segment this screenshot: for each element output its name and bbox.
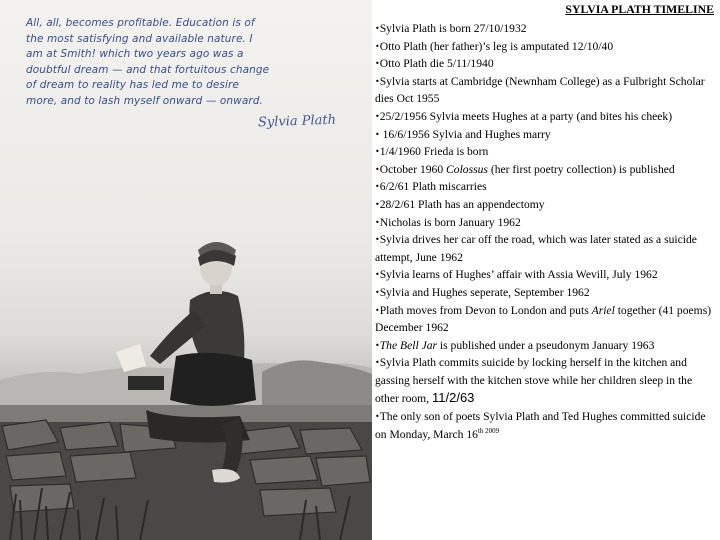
item-date: 11/2/63 xyxy=(432,390,475,406)
item-text: Sylvia and Hughes seperate, September 1962 xyxy=(379,285,590,299)
note-line: more, and to lash myself onward — onward. xyxy=(26,94,263,107)
item-text: is published under a pseudonym January 1963 xyxy=(437,338,655,352)
bullet-icon: • xyxy=(375,199,380,209)
bullet-icon: • xyxy=(375,24,380,33)
timeline-item xyxy=(375,354,717,408)
timeline-item xyxy=(375,231,717,266)
item-text: October 1960 xyxy=(379,162,447,176)
item-text: 16/6/1956 Sylvia and Hughes marry xyxy=(379,127,551,141)
bullet-icon: • xyxy=(375,41,380,51)
item-title-italic: The Bell Jar xyxy=(379,338,438,352)
timeline-item xyxy=(375,126,717,144)
timeline-item xyxy=(375,143,717,161)
timeline-item xyxy=(375,108,717,126)
item-title-italic: Colossus xyxy=(446,162,488,176)
bullet-icon: • xyxy=(375,59,380,69)
timeline-item xyxy=(375,196,717,214)
bullet-icon: • xyxy=(375,182,380,192)
timeline-item xyxy=(375,302,717,337)
timeline-item xyxy=(375,337,717,355)
bullet-icon: • xyxy=(375,305,380,315)
timeline-item xyxy=(375,408,717,443)
item-text: Sylvia Plath is born 27/10/1932 xyxy=(379,22,527,35)
item-text: The only son of poets Sylvia Plath and Ted Hughes committed suicide on Monday, March 16 xyxy=(375,410,706,441)
timeline-item xyxy=(375,20,717,38)
note-line: doubtful dream — and that fortuitous change xyxy=(26,63,270,76)
timeline-item xyxy=(375,214,717,232)
item-text: 28/2/61 Plath has an appendectomy xyxy=(379,197,545,211)
item-text: Sylvia learns of Hughes’ affair with Assia Wevill, July 1962 xyxy=(379,268,658,282)
timeline-item xyxy=(375,284,717,302)
item-text: Sylvia drives her car off the road, which was later stated as a suicide attempt, June 1962 xyxy=(375,233,697,264)
note-line: of dream to reality has led me to desire xyxy=(26,79,239,92)
item-text: together (41 poems) December 1962 xyxy=(375,303,712,335)
timeline-item xyxy=(375,178,717,196)
timeline-item xyxy=(375,266,717,284)
signature: Sylvia Plath xyxy=(257,112,337,131)
bullet-icon: • xyxy=(375,412,380,422)
timeline-item xyxy=(375,73,717,108)
item-text: Sylvia starts at Cambridge (Newnham College) as a Fulbright Scholar dies Oct 1955 xyxy=(375,74,705,106)
timeline-item xyxy=(375,38,717,56)
item-title-italic: Ariel xyxy=(591,303,615,317)
bullet-icon: • xyxy=(375,340,380,350)
bullet-icon: • xyxy=(375,111,380,121)
item-text: Nicholas is born January 1962 xyxy=(379,215,521,229)
timeline-panel xyxy=(375,2,717,443)
item-text: Otto Plath (her father)’s leg is amputated 12/10/40 xyxy=(379,39,614,53)
item-text: (her first poetry collection) is published xyxy=(487,162,675,176)
timeline-list xyxy=(375,20,717,443)
timeline-item xyxy=(375,55,717,73)
bullet-icon: • xyxy=(375,235,380,245)
bullet-icon: • xyxy=(375,76,380,86)
timeline-title: SYLVIA PLATH TIMELINE xyxy=(565,2,714,16)
item-superscript: th 2009 xyxy=(477,426,500,435)
handwritten-note xyxy=(26,16,361,110)
item-text: Otto Plath die 5/11/1940 xyxy=(379,57,494,71)
item-text: Sylvia Plath commits suicide by locking herself in the kitchen and gassing herself with the kitchen stove while her children sleep in the other room, xyxy=(375,356,693,406)
bullet-icon: • xyxy=(375,217,380,227)
note-line: All, all, becomes profitable. Education is of xyxy=(26,17,255,29)
bullet-icon: • xyxy=(375,270,380,280)
item-text: 6/2/61 Plath miscarries xyxy=(379,180,487,194)
bullet-icon: • xyxy=(375,287,380,297)
item-text: 25/2/1956 Sylvia meets Hughes at a party (and bites his cheek) xyxy=(379,109,673,123)
item-text: Plath moves from Devon to London and puts xyxy=(379,303,592,317)
note-line: the most satisfying and available nature. I xyxy=(26,32,253,45)
bullet-icon: • xyxy=(375,129,380,139)
timeline-item xyxy=(375,161,717,179)
note-line: am at Smith! which two years ago was a xyxy=(26,48,244,61)
bullet-icon: • xyxy=(375,147,380,157)
bullet-icon: • xyxy=(375,358,380,368)
item-text: 1/4/1960 Frieda is born xyxy=(379,145,489,159)
bullet-icon: • xyxy=(375,164,380,174)
